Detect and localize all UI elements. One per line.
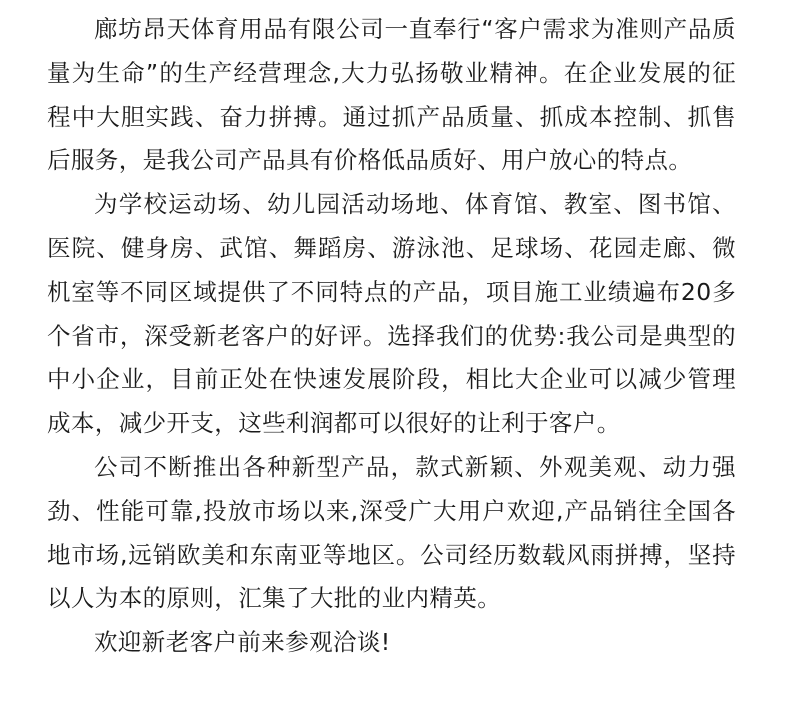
paragraph-welcome: 欢迎新老客户前来参观洽谈! [94,628,391,657]
paragraph-products: 公司不断推出各种新型产品，款式新颖、外观美观、动力强劲、性能可靠,投放市场以来,深受广大用户欢迎,产品销往全国各地市场,远销欧美和东南亚等地区。公司经历数载风雨拼搏，坚持以人为本的原则，汇集了大批的业内精英。 [47,452,736,613]
paragraph-philosophy: 廊坊昂天体育用品有限公司一直奉行“客户需求为准则产品质量为生命”的生产经营理念,大力弘扬敬业精神。在企业发展的征程中大胆实践、奋力拼搏。通过抓产品质量、抓成本控制、抓售后服务，是我公司产品具有价格低品质好、用户放心的特点。 [47,15,736,175]
paragraph-application-areas: 为学校运动场、幼儿园活动场地、体育馆、教室、图书馆、医院、健身房、武馆、舞蹈房、游泳池、足球场、花园走廊、微机室等不同区域提供了不同特点的产品，项目施工业绩遍布20多个省市，深受新老客户的好评。选择我们的优势:我公司是典型的中小企业，目前正处在快速发展阶段，相比大企业可以减少管理成本，减少开支，这些利润都可以很好的让利于客户。 [47,190,736,438]
